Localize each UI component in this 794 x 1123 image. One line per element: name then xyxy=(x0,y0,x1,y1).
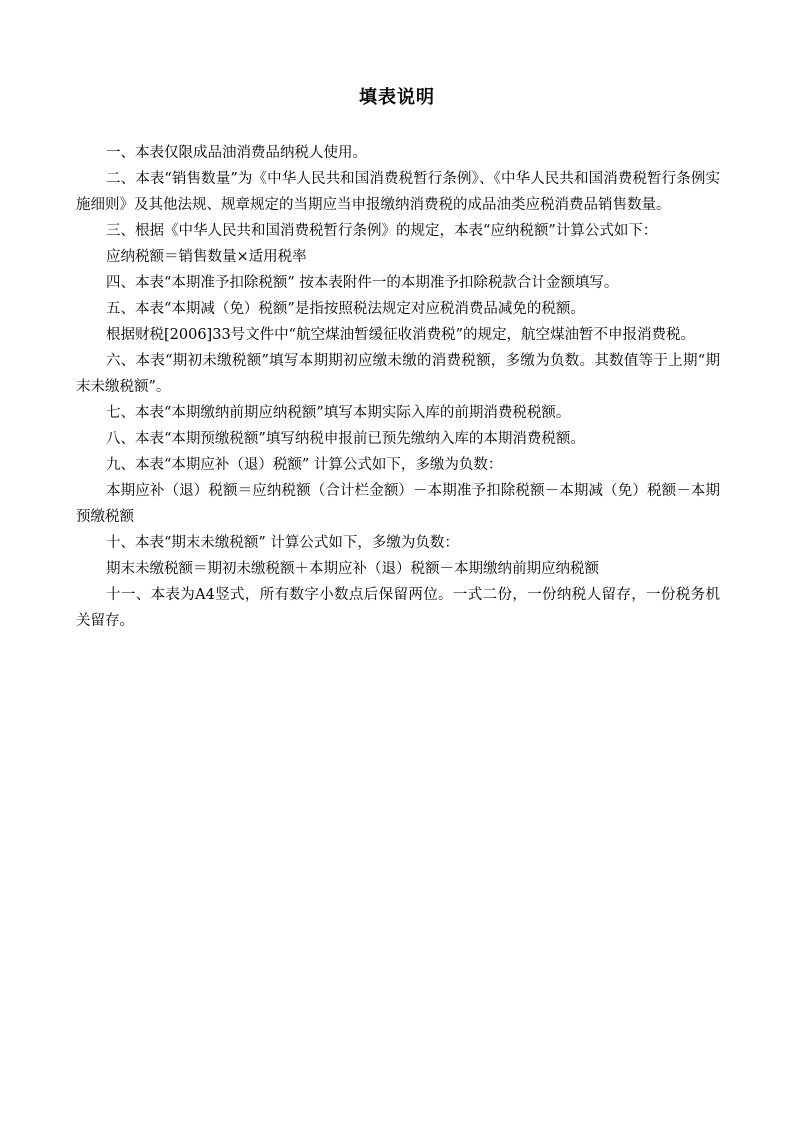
paragraph-10: 十、本表“期末未缴税额” 计算公式如下，多缴为负数： xyxy=(106,535,459,551)
paragraph-1: 一、本表仅限成品油消费品纳税人使用。 xyxy=(106,145,367,161)
instructions-body xyxy=(76,140,720,634)
paragraph-4: 四、本表“本期准予扣除税额” 按本表附件一的本期准予扣除税款合计金额填写。 xyxy=(106,275,619,291)
paragraph-7: 七、本表“本期缴纳前期应纳税额”填写本期实际入库的前期消费税税额。 xyxy=(106,405,571,421)
formula-refund: 本期应补（退）税额＝应纳税额（合计栏金额）－本期准予扣除税额－本期减（免）税额－本期预缴税额 xyxy=(76,483,720,525)
paragraph-6: 六、本表“期初未缴税额”填写本期期初应缴未缴的消费税额，多缴为负数。其数值等于上期“期末未缴税额”。 xyxy=(76,353,720,395)
paragraph-3: 三、根据《中华人民共和国消费税暂行条例》的规定，本表“应纳税额”计算公式如下： xyxy=(106,223,658,239)
paragraph-2: 二、本表“销售数量”为《中华人民共和国消费税暂行条例》、《中华人民共和国消费税暂行条例实施细则》及其他法规、规章规定的当期应当申报缴纳消费税的成品油类应税消费品销售数量。 xyxy=(76,171,720,213)
formula-ending-unpaid: 期末未缴税额＝期初未缴税额＋本期应补（退）税额－本期缴纳前期应纳税额 xyxy=(106,561,599,577)
paragraph-8: 八、本表“本期预缴税额”填写纳税申报前已预先缴纳入库的本期消费税额。 xyxy=(106,431,585,447)
formula-tax-payable: 应纳税额＝销售数量×适用税率 xyxy=(106,249,307,265)
paragraph-11: 十一、本表为A4竖式，所有数字小数点后保留两位。一式二份，一份纳税人留存，一份税务机关留存。 xyxy=(76,587,720,629)
page-title: 填表说明 xyxy=(359,87,435,108)
paragraph-5: 五、本表“本期减（免）税额”是指按照税法规定对应税消费品减免的税额。 xyxy=(106,301,585,317)
paragraph-aviation-note: 根据财税[2006]33号文件中“航空煤油暂缓征收消费税”的规定，航空煤油暂不申报消费税。 xyxy=(106,327,695,343)
paragraph-9: 九、本表“本期应补（退）税额” 计算公式如下，多缴为负数： xyxy=(106,457,503,473)
